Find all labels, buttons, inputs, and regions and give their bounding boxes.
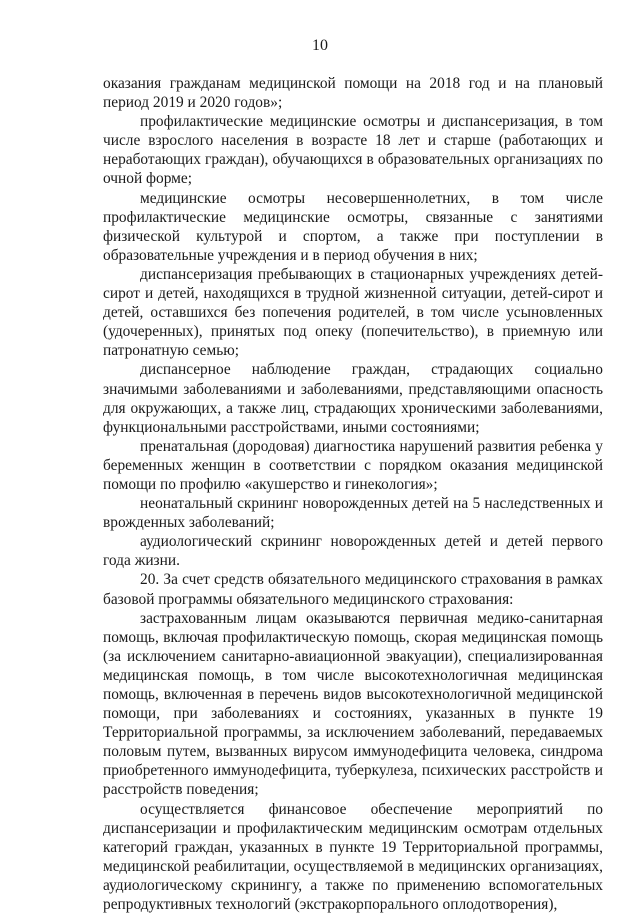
paragraph-preventive-checkups: профилактические медицинские осмотры и диспансеризация, в том числе взрослого населения в возрасте 18 лет и старше (работающих и неработающих граждан), обучающихся в образовательных организациях по очной форме; (103, 113, 603, 188)
paragraph-dispensary-observation: диспансерное наблюдение граждан, страдающих социально значимыми заболеваниями и заболеваниями, представляющими опасность для окружающих, а также лиц, страдающих хроническими заболеваниями, функциональными расстройствами, иными состояниями; (103, 361, 603, 436)
paragraph-audiological-screening: аудиологический скрининг новорожденных детей и детей первого года жизни. (103, 533, 603, 570)
paragraph-orphan-dispensarization: диспансеризация пребывающих в стационарных учреждениях детей-сирот и детей, находящихся в трудной жизненной ситуации, детей-сирот и детей, оставшихся без попечения родителей, в том числе усыновленных (удочеренных), принятых под опеку (попечительство), в приемную или патронатную семью; (103, 265, 603, 360)
page-number: 10 (312, 37, 328, 54)
paragraph-continuation: оказания гражданам медицинской помощи на 2018 год и на плановый период 2019 и 2020 годов»; (103, 75, 603, 112)
paragraph-financial-support: осуществляется финансовое обеспечение мероприятий по диспансеризации и профилактическим медицинским осмотрам отдельных категорий граждан, указанных в пункте 19 Территориальной программы, медицинской реабилитации, осуществляемой в медицинских организациях, аудиологическому скринингу, а также по применению вспомогательных репродуктивных технологий (экстракорпорального оплодотворения), (103, 800, 603, 914)
paragraph-section-20: 20. За счет средств обязательного медицинского страхования в рамках базовой программы обязательного медицинского страхования: (103, 571, 603, 608)
document-body (103, 74, 603, 914)
paragraph-insured-persons: застрахованным лицам оказываются первичная медико-санитарная помощь, включая профилактическую помощь, скорая медицинская помощь (за исключением санитарно-авиационной эвакуации), специализированная медицинская помощь, в том числе высокотехнологичная медицинская помощь, включенная в перечень видов высокотехнологичной медицинской помощи, при заболеваниях и состояниях, указанных в пункте 19 Территориальной программы, за исключением заболеваний, передаваемых половым путем, вызванных вирусом иммунодефицита человека, синдрома приобретенного иммунодефицита, туберкулеза, психических расстройств и расстройств поведения; (103, 609, 603, 799)
paragraph-neonatal-screening: неонатальный скрининг новорожденных детей на 5 наследственных и врожденных заболеваний; (103, 495, 603, 532)
paragraph-prenatal-diagnostics: пренатальная (дородовая) диагностика нарушений развития ребенка у беременных женщин в соответствии с порядком оказания медицинской помощи по профилю «акушерство и гинекология»; (103, 437, 603, 493)
paragraph-minor-examinations: медицинские осмотры несовершеннолетних, в том числе профилактические медицинские осмотры, связанные с занятиями физической культурой и спортом, а также при поступлении в образовательные учреждения и в период обучения в них; (103, 189, 603, 264)
